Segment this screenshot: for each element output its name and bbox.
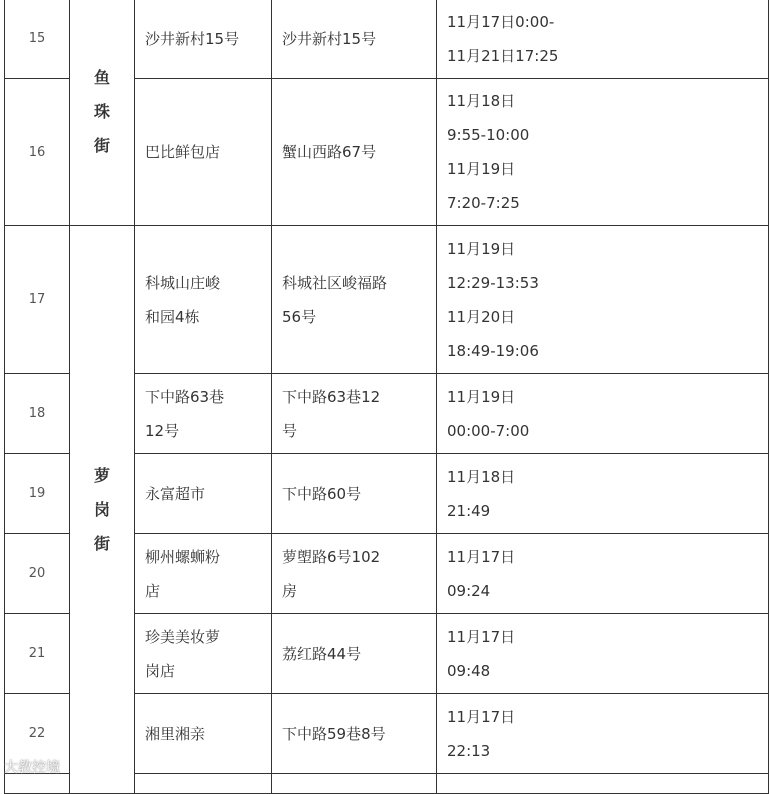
place-name: 永富超市 [135, 454, 272, 534]
row-number: 21 [5, 614, 70, 694]
row-number: 17 [5, 226, 70, 374]
table-row [5, 0, 769, 79]
place-name [135, 774, 272, 794]
row-number: 19 [5, 454, 70, 534]
address: 萝塱路6号102 房 [272, 534, 437, 614]
row-number: 15 [5, 0, 70, 79]
table-row [5, 226, 769, 374]
address: 荔红路44号 [272, 614, 437, 694]
address: 下中路59巷8号 [272, 694, 437, 774]
time-range: 11月17日0:00- 11月21日17:25 [437, 0, 769, 79]
address: 沙井新村15号 [272, 0, 437, 79]
street-cell [70, 0, 135, 226]
address: 科城社区峻福路 56号 [272, 226, 437, 374]
time-range: 11月18日 9:55-10:00 11月19日 7:20-7:25 [437, 79, 769, 226]
watermark: 大教控境 [4, 760, 60, 776]
street-name: 萝岗街 [93, 465, 110, 553]
street-cell [70, 226, 135, 794]
row-number: 20 [5, 534, 70, 614]
place-name: 巴比鲜包店 [135, 79, 272, 226]
address: 下中路63巷12 号 [272, 374, 437, 454]
address: 下中路60号 [272, 454, 437, 534]
place-name: 珍美美妆萝 岗店 [135, 614, 272, 694]
location-table [4, 0, 769, 794]
time-range: 11月17日 09:24 [437, 534, 769, 614]
time-range: 11月19日 00:00-7:00 [437, 374, 769, 454]
time-range: 11月17日 09:48 [437, 614, 769, 694]
time-range [437, 774, 769, 794]
place-name: 沙井新村15号 [135, 0, 272, 79]
place-name: 柳州螺蛳粉 店 [135, 534, 272, 614]
address [272, 774, 437, 794]
row-number: 22 [5, 694, 70, 774]
time-range: 11月18日 21:49 [437, 454, 769, 534]
row-number: 16 [5, 79, 70, 226]
time-range: 11月17日 22:13 [437, 694, 769, 774]
street-name: 鱼珠街 [93, 68, 110, 155]
place-name: 科城山庄峻 和园4栋 [135, 226, 272, 374]
place-name: 下中路63巷 12号 [135, 374, 272, 454]
place-name: 湘里湘亲 [135, 694, 272, 774]
address: 蟹山西路67号 [272, 79, 437, 226]
time-range: 11月19日 12:29-13:53 11月20日 18:49-19:06 [437, 226, 769, 374]
row-number: 18 [5, 374, 70, 454]
